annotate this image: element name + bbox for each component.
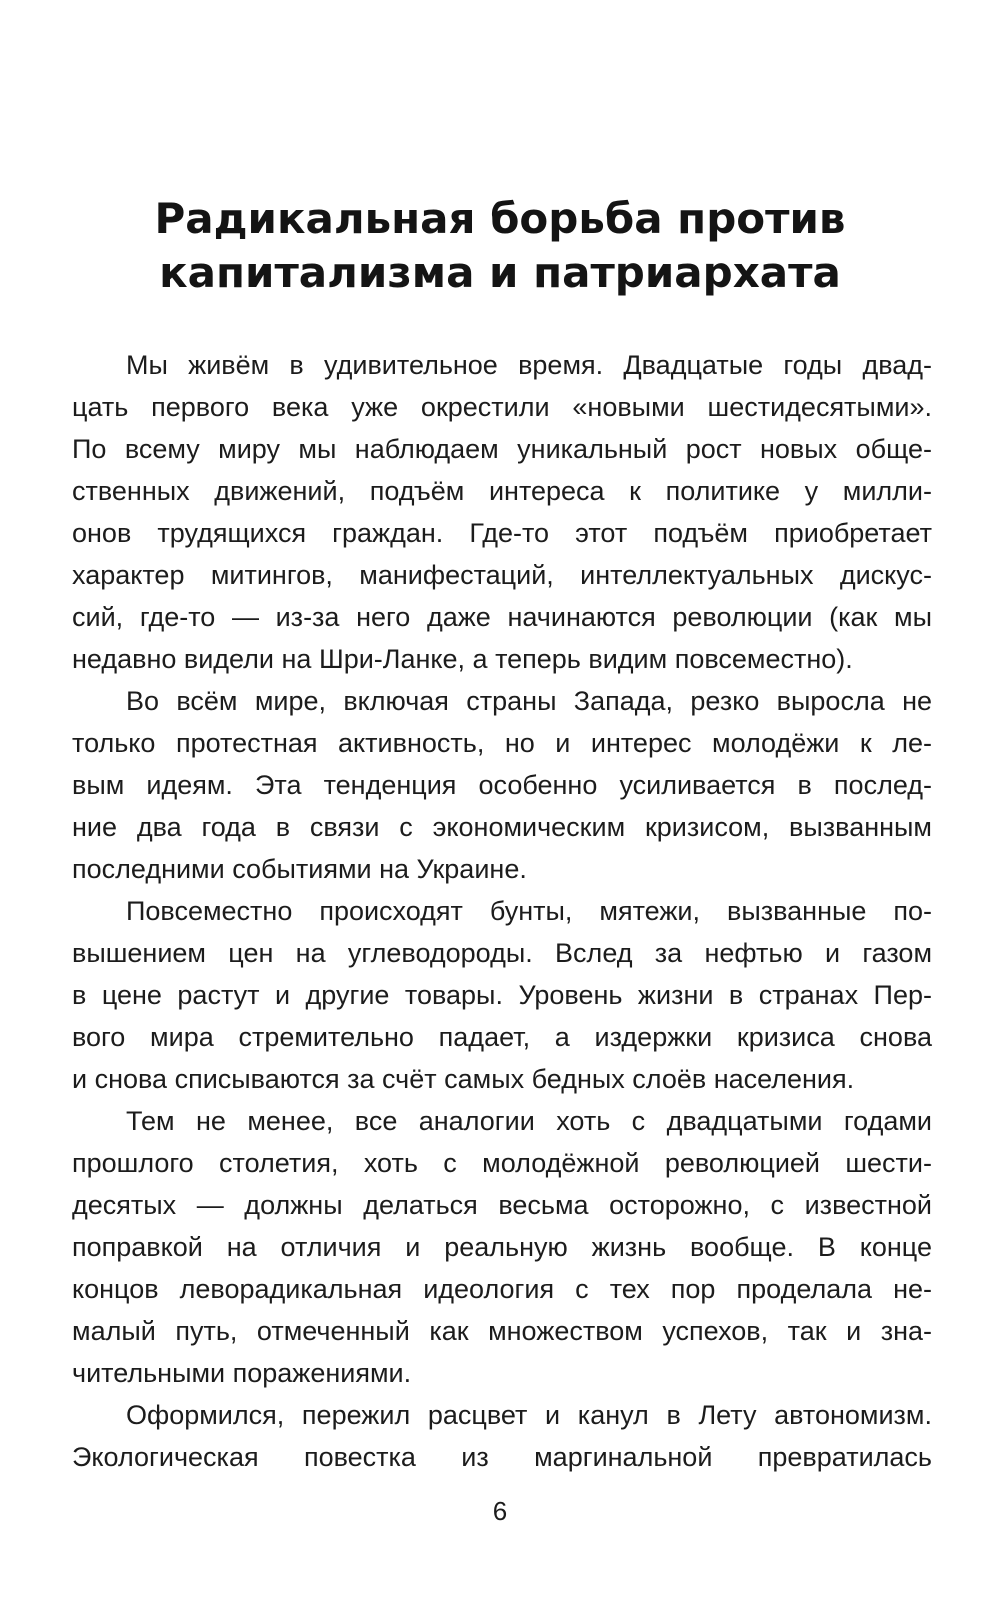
paragraph xyxy=(72,1394,932,1478)
page-number: 6 xyxy=(492,1496,508,1526)
text-line: вым идеям. Эта тенденция особенно усиливается в послед- xyxy=(72,770,932,800)
body-text xyxy=(72,344,932,1478)
text-line: в цене растут и другие товары. Уровень жизни в странах Пер- xyxy=(72,980,932,1010)
text-line: онов трудящихся граждан. Где-то этот подъём приобретает xyxy=(72,518,932,548)
text-line: поправкой на отличия и реальную жизнь вообще. В конце xyxy=(72,1232,932,1262)
text-line: и снова списываются за счёт самых бедных слоёв населения. xyxy=(72,1064,855,1094)
text-line: прошлого столетия, хоть с молодёжной революцией шести- xyxy=(72,1148,932,1178)
text-line: последними событиями на Украине. xyxy=(72,854,527,884)
text-line: вого мира стремительно падает, а издержки кризиса снова xyxy=(72,1022,932,1052)
text-line: недавно видели на Шри-Ланке, а теперь видим повсеместно). xyxy=(72,644,853,674)
chapter-title-line-1: Радикальная борьба против xyxy=(154,194,846,243)
text-line: концов леворадикальная идеология с тех пор проделала не- xyxy=(72,1274,932,1304)
text-line: малый путь, отмеченный как множеством успехов, так и зна- xyxy=(72,1316,932,1346)
text-line: Экологическая повестка из маргинальной превратилась xyxy=(72,1442,932,1472)
paragraph xyxy=(72,344,932,680)
paragraph xyxy=(72,1100,932,1394)
chapter-title-line-2: капитализма и патриархата xyxy=(159,248,841,297)
paragraph xyxy=(72,890,932,1100)
text-line: десятых — должны делаться весьма осторожно, с известной xyxy=(72,1190,932,1220)
text-line: цать первого века уже окрестили «новыми шестидесятыми». xyxy=(72,392,932,422)
chapter-title xyxy=(60,192,940,300)
text-line: Во всём мире, включая страны Запада, резко выросла не xyxy=(126,686,932,716)
text-line: ственных движений, подъём интереса к политике у милли- xyxy=(72,476,932,506)
text-line: Тем не менее, все аналогии хоть с двадцатыми годами xyxy=(126,1106,932,1136)
paragraph xyxy=(72,680,932,890)
text-line: характер митингов, манифестаций, интеллектуальных дискус- xyxy=(72,560,932,590)
text-line: По всему миру мы наблюдаем уникальный рост новых обще- xyxy=(72,434,932,464)
text-line: Повсеместно происходят бунты, мятежи, вызванные по- xyxy=(126,896,932,926)
text-line: Мы живём в удивительное время. Двадцатые годы двад- xyxy=(126,350,932,380)
text-line: ние два года в связи с экономическим кризисом, вызванным xyxy=(72,812,932,842)
text-line: вышением цен на углеводороды. Вслед за нефтью и газом xyxy=(72,938,932,968)
text-line: Оформился, пережил расцвет и канул в Лету автономизм. xyxy=(126,1400,932,1430)
text-line: сий, где-то — из-за него даже начинаются революции (как мы xyxy=(72,602,932,632)
text-line: чительными поражениями. xyxy=(72,1358,412,1388)
text-line: только протестная активность, но и интерес молодёжи к ле- xyxy=(72,728,932,758)
